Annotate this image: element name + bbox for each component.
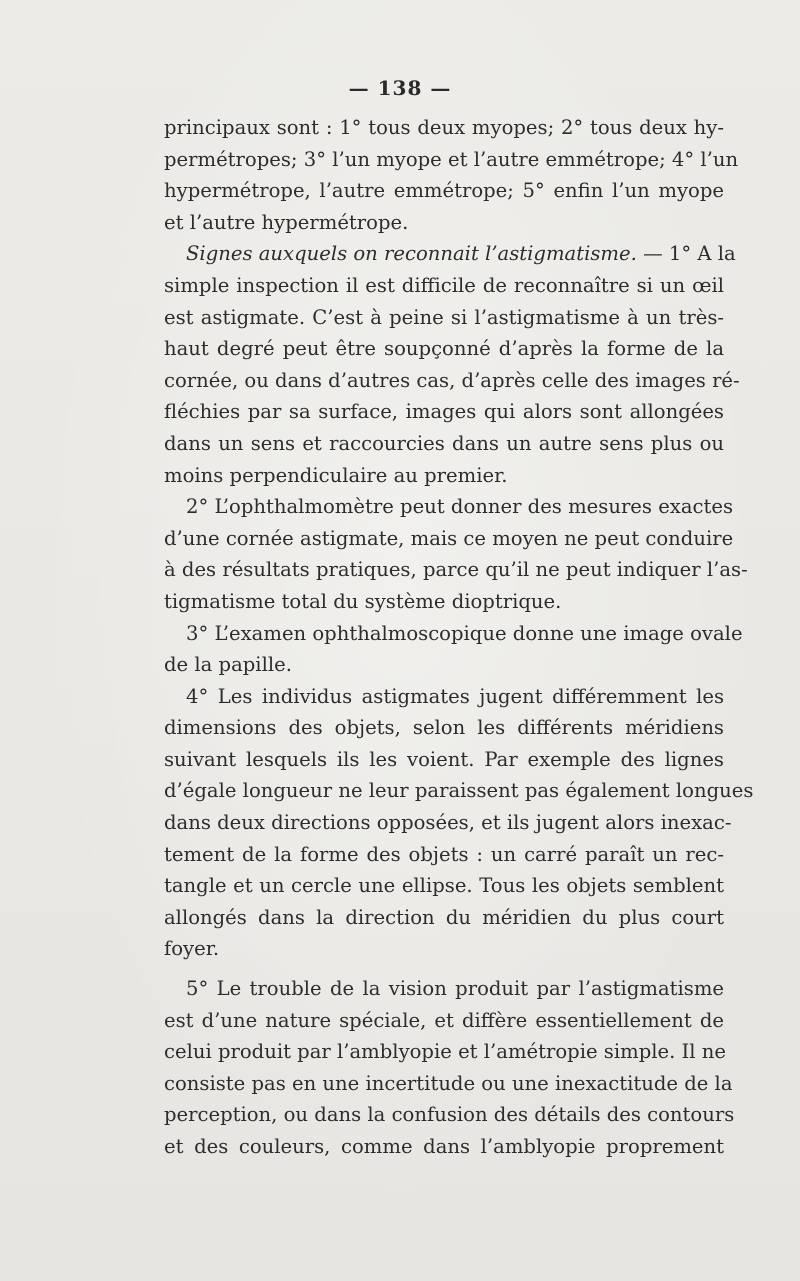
line-text: simple inspection il est difficile de reconnaître si un œil (164, 273, 724, 297)
line-text: 2° L’ophthalmomètre peut donner des mesures exactes (186, 495, 734, 519)
text-line (164, 712, 724, 744)
text-line (164, 586, 724, 618)
text-line (164, 207, 724, 239)
line-text: celui produit par l’amblyopie et l’amétropie simple. Il ne (164, 1040, 726, 1064)
line-text: 5° Le trouble de la vision produit par l’astigmatisme (186, 977, 724, 1001)
line-text: et des couleurs, comme dans l’amblyopie proprement (164, 1135, 724, 1158)
line-text: tigmatisme total du système dioptrique. (164, 589, 562, 613)
line-text: d’une cornée astigmate, mais ce moyen ne peut conduire (164, 526, 734, 550)
line-text: et l’autre hypermétrope. (164, 210, 409, 234)
line-text: est astigmate. C’est à peine si l’astigmatisme à un très- (164, 305, 724, 329)
text-line (164, 523, 734, 555)
line-text: principaux sont : 1° tous deux myopes; 2° tous deux hy- (164, 116, 724, 139)
line-text: de la papille. (164, 653, 292, 677)
text-line (164, 270, 724, 302)
text-line (164, 870, 724, 902)
text-line (164, 175, 724, 207)
line-text: fléchies par sa surface, images qui alors sont allongées (164, 400, 724, 424)
line-text: à des résultats pratiques, parce qu’il ne peut indiquer l’as- (164, 558, 748, 582)
text-line (164, 744, 724, 776)
text-line (164, 396, 724, 428)
text-line (164, 144, 739, 176)
body-text (164, 112, 754, 1163)
line-text: suivant lesquels ils les voient. Par exemple des lignes (164, 747, 724, 771)
line-text: 3° L’examen ophthalmoscopique donne une image ovale (186, 621, 743, 645)
text-line (164, 902, 724, 934)
text-line (164, 554, 748, 586)
paragraph-gap (164, 965, 724, 973)
text-line (164, 112, 724, 144)
line-text: foyer. (164, 937, 220, 961)
text-line (164, 238, 736, 270)
text-line (164, 1099, 735, 1131)
text-line (164, 681, 724, 713)
line-text: perception, ou dans la confusion des détails des contours (164, 1103, 735, 1127)
line-text: dans un sens et raccourcies dans un autre sens plus ou (164, 431, 724, 455)
line-text: hypermétrope, l’autre emmétrope; 5° enfin l’un myope (164, 179, 724, 203)
text-line (164, 1036, 724, 1068)
line-text: 4° Les individus astigmates jugent différemment les (186, 684, 724, 708)
text-line (164, 302, 724, 334)
text-line (164, 618, 743, 650)
line-text: est d’une nature spéciale, et diffère essentiellement de (164, 1008, 724, 1032)
line-text: allongés dans la direction du méridien du plus court (164, 905, 724, 929)
line-text: cornée, ou dans d’autres cas, d’après celle des images ré- (164, 368, 740, 392)
text-line (164, 333, 724, 365)
line-text: dans deux directions opposées, et ils jugent alors inexac- (164, 811, 732, 835)
italic-heading: Signes auxquels on reconnait l’astigmatisme. (186, 242, 637, 266)
line-text: tangle et un cercle une ellipse. Tous les objets semblent (164, 874, 724, 898)
text-line (164, 775, 754, 807)
text-line (164, 1131, 724, 1163)
text-line (164, 1005, 724, 1037)
line-text: dimensions des objets, selon les différents méridiens (164, 716, 724, 740)
line-text: — 1° A la (636, 242, 736, 266)
text-line (164, 1068, 733, 1100)
text-line (164, 649, 724, 681)
line-text: d’égale longueur ne leur paraissent pas également longues (164, 779, 754, 803)
text-line (164, 460, 724, 492)
line-text: permétropes; 3° l’un myope et l’autre emmétrope; 4° l’un (164, 147, 739, 171)
text-line (164, 428, 724, 460)
text-line (164, 365, 740, 397)
text-line (164, 933, 724, 965)
line-text: consiste pas en une incertitude ou une inexactitude de la (164, 1071, 733, 1095)
line-text: tement de la forme des objets : un carré paraît un rec- (164, 842, 724, 866)
text-line (164, 973, 724, 1005)
text-line (164, 839, 724, 871)
line-text: moins perpendiculaire au premier. (164, 463, 508, 487)
text-line (164, 807, 732, 839)
text-line (164, 491, 734, 523)
line-text: haut degré peut être soupçonné d’après la forme de la (164, 337, 724, 361)
page-number: — 138 — (348, 76, 452, 100)
